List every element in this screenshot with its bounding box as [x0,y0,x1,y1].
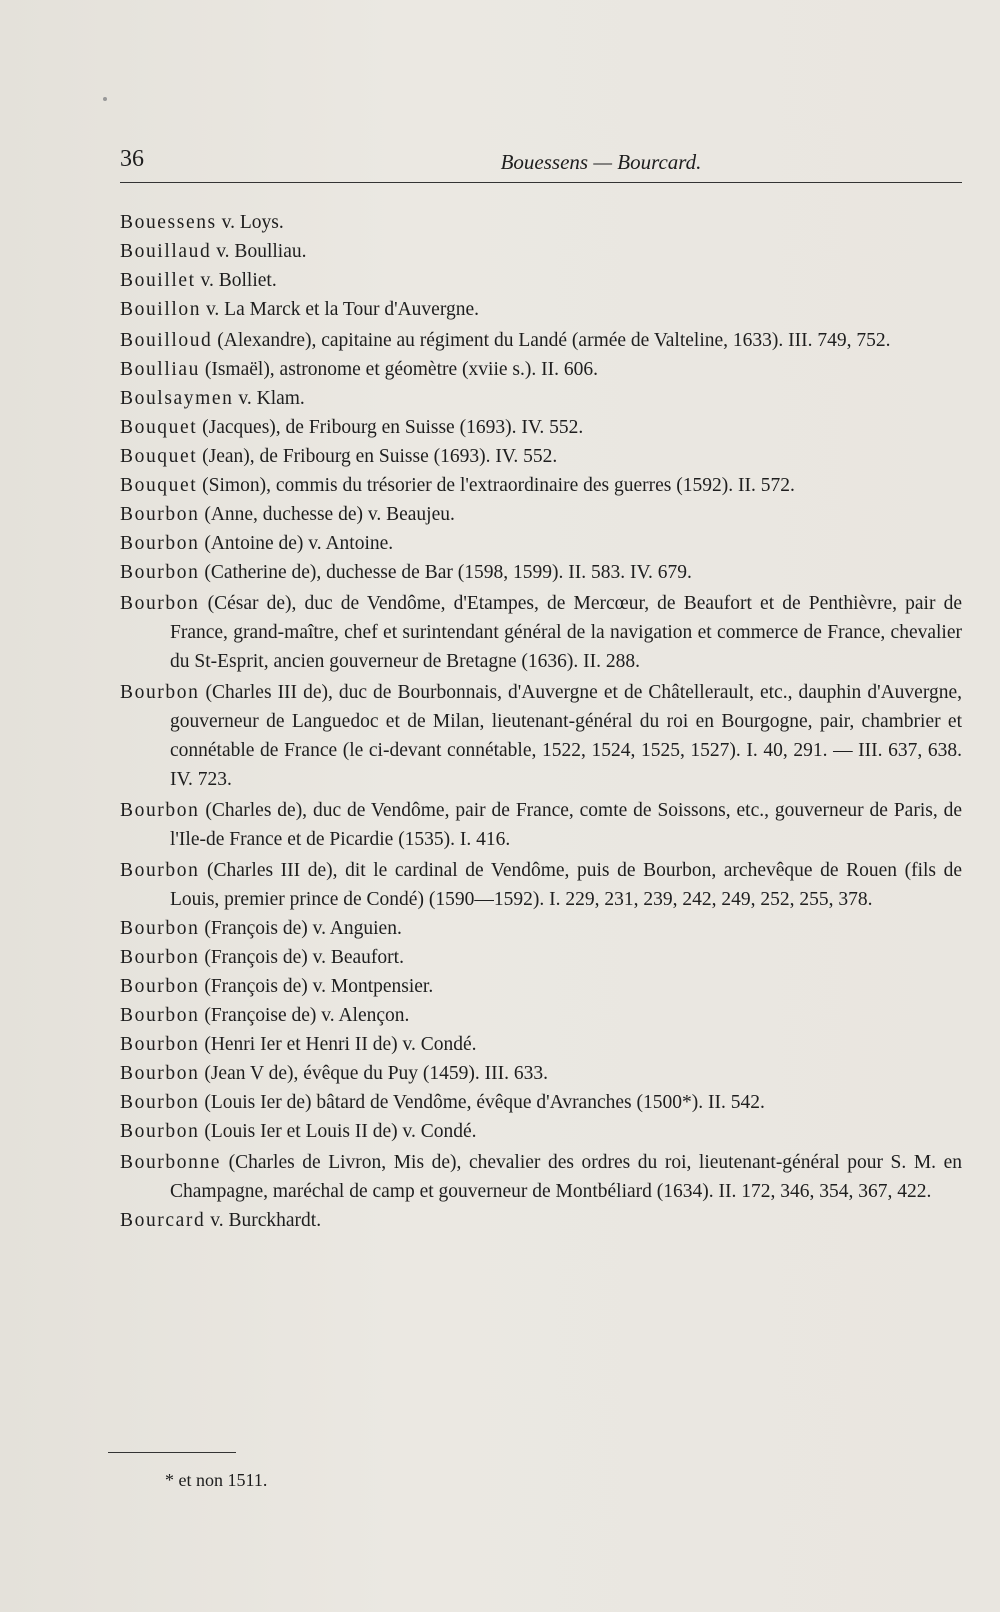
index-entry [120,237,962,266]
entry-text: (Jean V de), évêque du Puy (1459). III. 633. [204,1063,549,1084]
entry-text: (Ismaël), astronome et géomètre (xviie s.). II. 606. [204,359,598,380]
index-entry [120,384,962,413]
entry-headword: Boulsaymen [120,388,234,409]
index-entry [120,796,962,854]
entry-headword: Bourbon [120,593,200,614]
index-entry [120,1117,962,1146]
index-entry [120,1030,962,1059]
entry-text: (Charles III de), duc de Bourbonnais, d'Auvergne et de Châtellerault, etc., dauphin d'Auvergne, gouverneur de Languedoc et de Milan, lieutenant-général du roi en Bourgogne, pair, chambrier et connétable de France (le ci-devant connétable, 1522, 1524, 1525, 1527). I. 40, 291. — III. 637, 638. IV. 723. [170,682,963,790]
entry-headword: Bouilloud [120,330,213,351]
entry-headword: Bourbon [120,976,200,997]
entry-headword: Bourbon [120,1005,200,1026]
index-entry [120,208,962,237]
entry-text: (Charles III de), dit le cardinal de Vendôme, puis de Bourbon, archevêque de Rouen (fils de Louis, premier prince de Condé) (1590—1592). I. 229, 231, 239, 242, 249, 252, 255, 378. [170,860,962,910]
entry-headword: Bourbon [120,918,200,939]
entry-text: v. Bolliet. [200,270,277,291]
entry-headword: Bourbon [120,1121,200,1142]
entry-headword: Bouessens [120,212,217,233]
entry-headword: Bouillet [120,270,196,291]
entry-text: (Louis Ier et Louis II de) v. Condé. [204,1121,477,1142]
index-entry [120,326,962,355]
page-header [120,146,962,183]
entry-text: (Anne, duchesse de) v. Beaujeu. [204,504,455,525]
entry-headword: Bouquet [120,446,198,467]
entry-headword: Bourbon [120,1063,200,1084]
entry-headword: Bourbon [120,504,200,525]
entry-text: v. Klam. [238,388,305,409]
entry-text: (Catherine de), duchesse de Bar (1598, 1599). II. 583. IV. 679. [204,562,692,583]
running-head: Bouessens — Bourcard. [500,150,702,174]
index-entry [120,1088,962,1117]
index-entry [120,558,962,587]
entry-headword: Bourbonne [120,1152,222,1173]
index-entries [120,208,962,1235]
entry-text: (Antoine de) v. Antoine. [204,533,394,554]
index-entry [120,471,962,500]
index-entry [120,943,962,972]
entry-text: (Jean), de Fribourg en Suisse (1693). IV. 552. [202,446,558,467]
index-entry [120,1148,962,1206]
index-entry [120,1206,962,1235]
index-entry [120,589,962,676]
entry-text: (François de) v. Anguien. [204,918,402,939]
entry-text: (Charles de), duc de Vendôme, pair de France, comte de Soissons, etc., gouverneur de Paris, de l'Ile-de France et de Picardie (1535). I. 416. [170,800,962,850]
entry-text: (Alexandre), capitaine au régiment du Landé (armée de Valteline, 1633). III. 749, 752. [217,330,891,351]
entry-text: (Jacques), de Fribourg en Suisse (1693). IV. 552. [202,417,584,438]
entry-text: (François de) v. Montpensier. [204,976,434,997]
entry-text: v. Loys. [221,212,284,233]
entry-headword: Bourbon [120,800,200,821]
entry-text: (Louis Ier de) bâtard de Vendôme, évêque d'Avranches (1500*). II. 542. [204,1092,765,1113]
index-entry [120,295,962,324]
entry-headword: Bourbon [120,1034,200,1055]
index-entry [120,355,962,384]
entry-headword: Bourbon [120,947,200,968]
index-entry [120,500,962,529]
footnote: * et non 1511. [165,1470,268,1490]
entry-headword: Boulliau [120,359,200,380]
entry-headword: Bourbon [120,562,200,583]
entry-text: v. La Marck et la Tour d'Auvergne. [205,299,480,320]
index-entry [120,1059,962,1088]
index-entry [120,914,962,943]
entry-text: (François de) v. Beaufort. [204,947,404,968]
entry-text: v. Burckhardt. [210,1210,322,1231]
index-entry [120,1001,962,1030]
entry-text: (Charles de Livron, Mis de), chevalier des ordres du roi, lieutenant-général pour S. M. en Champagne, maréchal de camp et gouverneur de Montbéliard (1634). II. 172, 346, 354, 367, 422. [170,1152,962,1202]
entry-headword: Bouillaud [120,241,212,262]
paper-speck [103,97,107,101]
entry-headword: Bourbon [120,682,200,703]
index-entry [120,266,962,295]
entry-headword: Bouillon [120,299,202,320]
index-entry [120,856,962,914]
entry-text: v. Boulliau. [216,241,307,262]
entry-headword: Bourbon [120,860,200,881]
footnote-rule [108,1452,236,1453]
entry-headword: Bourbon [120,1092,200,1113]
index-entry [120,972,962,1001]
entry-text: (César de), duc de Vendôme, d'Etampes, de Mercœur, de Beaufort et de Penthièvre, pair de France, grand-maître, chef et surintendant général de la navigation et commerce de France, chevalier du St-Esprit, ancien gouverneur de Bretagne (1636). II. 288. [170,593,962,672]
index-entry [120,442,962,471]
index-entry [120,678,962,794]
entry-headword: Bouquet [120,475,198,496]
entry-text: (Françoise de) v. Alençon. [204,1005,410,1026]
entry-headword: Bourbon [120,533,200,554]
entry-text: (Henri Ier et Henri II de) v. Condé. [204,1034,477,1055]
entry-headword: Bouquet [120,417,198,438]
entry-headword: Bourcard [120,1210,206,1231]
index-entry [120,413,962,442]
entry-text: (Simon), commis du trésorier de l'extraordinaire des guerres (1592). II. 572. [202,475,795,496]
page-number: 36 [120,146,144,172]
index-entry [120,529,962,558]
